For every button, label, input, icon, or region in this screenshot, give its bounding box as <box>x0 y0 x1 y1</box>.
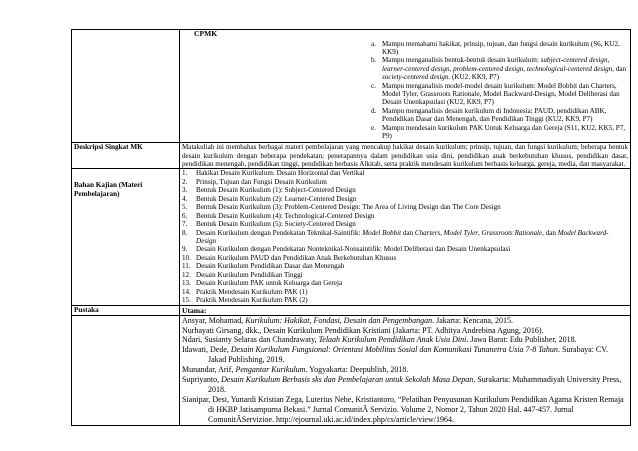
deskripsi-text: Matakuliah ini membahas berbagai materi pembelajaran yang mencakup hakikat desain kurikulum; prinsip, tujuan, dan fungsi kurikulum; beberapa bentuk desain kurikulum dengan beberapa pendekatan; penerapannya dalam pendidikan usia dini, pendidikan anak berkebutuhan khusus, pendidikan dasar, pendidikan menengah, pendidikan tinggi, pendidikan berbasis Alkitab, serta praktik mendesain kurikulum berbasis keluarga, gereja, media, dan masyarakat. <box>182 143 628 169</box>
bahan-num: 12. <box>182 270 191 279</box>
bahan-text: Desain Kurikulum dengan Pendekatan Nonteknikal-Nonsaintifik: Model Deliberasi dan Desain Unenkapsulasi <box>196 245 511 254</box>
bahan-num: 14. <box>182 287 191 296</box>
cpmk-item <box>371 107 628 124</box>
ref-title: Desain Kurikulum Berbasis sks dan Pembelajaran untuk Sekolah Masa Depan <box>221 375 474 385</box>
ref-text: Sianipar, Desi, Yunardi Kristian Zega, Luterius Nehe, Kristiantoro, “Pelatihan Penyusunan Kurikulum Pendidikan Agama Kristen Remaja di HKBP Jatisampurna Bekasi.” Jurnal ComunitÃ Servizio. Volume 2, Nomor 2, Tahun 2020 Hal. 447-457. Jurnal ComunitÃServizioe. http://ejournal.uki.ac.id/index.php/cs/article/view/1964. <box>182 394 624 424</box>
reference-item <box>182 395 628 425</box>
reference-list <box>182 316 628 425</box>
cpmk-marker: d. <box>371 106 377 115</box>
bahan-num: 10. <box>182 253 191 262</box>
cpmk-list <box>182 40 628 141</box>
reference-item <box>182 335 628 345</box>
ref-text: . Yogyakarta: Deepublish, 2018. <box>305 365 409 375</box>
pustaka-header-row <box>72 305 631 315</box>
ref-title: Telaah Kurikulum Pendidikan Anak Usia Dini <box>318 335 467 345</box>
ref-text: Supriyanto, <box>182 375 222 385</box>
bahan-num: 4. <box>182 194 188 203</box>
cpmk-header: CPMK <box>194 29 218 38</box>
reference-item <box>182 365 628 375</box>
cpmk-marker: e. <box>371 123 376 132</box>
bahan-text: Praktik Mendesain Kurikulum PAK (1) <box>196 287 308 296</box>
bahan-text: Hakikat Desain Kurikulum: Desain Horizontal dan Vertikal <box>196 169 365 178</box>
bahan-text: , <box>477 228 482 237</box>
bahan-num: 8. <box>182 228 188 237</box>
bahan-text: Desain Kurikulum PAUD dan Pendidikan Anak Berkebutuhan Khusus <box>196 253 397 262</box>
cpmk-text: Mampu menganalisis model-model desain kurikulum: Model Bobbit dan Charters, Model Tyler, Grassroots Rationale, Model Backward-Design, Model Deliberasi dan Desain Unenkapsulasi (KU2, KK9, P7) <box>382 81 620 107</box>
cpmk-text: Mampu menganalisis bentuk-bentuk desain kurikulum: <box>382 56 541 65</box>
pustaka-refs-row <box>72 315 631 425</box>
bahan-num: 3. <box>182 186 188 195</box>
cpmk-item <box>371 124 628 141</box>
bahan-num: 11. <box>182 262 191 271</box>
cpmk-text: dan <box>614 64 627 73</box>
ref-title: Kurikulum: Hakikat, Fondasi, Desain dan Pengembangan <box>245 315 433 325</box>
ref-text: . Jawa Barat: Edu Publisher, 2018. <box>466 335 577 345</box>
bahan-text: Prinsip, Tujuan dan Fungsi Desain Kurikulum <box>196 177 327 186</box>
bahan-num: 9. <box>182 245 188 254</box>
ref-title: Pengantar Kurikulum <box>235 365 306 375</box>
pustaka-refs-cell <box>180 315 631 425</box>
bahan-num: 2. <box>182 177 188 186</box>
cpmk-cell <box>180 30 631 143</box>
ref-text: . Surakarta: Muhammadiyah University Press, 2018. <box>208 375 622 394</box>
reference-item <box>182 375 628 395</box>
bahan-list <box>182 169 628 304</box>
cpmk-text: Mampu memahami hakikat, prinsip, tujuan, dan fungsi desain kurikulum (S6, KU2, KK9) <box>382 39 620 56</box>
bahan-num: 7. <box>182 220 188 229</box>
cpmk-text: Mampu mendesain kurikulum PAK Untuk Keluarga dan Gereja (S11, KU2, KK5, P7, P9) <box>382 123 626 141</box>
bahan-item <box>182 296 628 304</box>
cpmk-item <box>371 56 628 81</box>
deskripsi-cell <box>180 143 631 169</box>
deskripsi-row <box>72 143 631 169</box>
cpmk-marker: a. <box>371 39 376 48</box>
bahan-text: Bentuk Desain Kurikulum (3): Problem-Centered Design: The Area of Living Design dan The Core Design <box>196 203 501 212</box>
ref-text: Munandar, Arif, <box>182 365 236 375</box>
bahan-item <box>182 212 628 220</box>
bahan-item <box>182 271 628 279</box>
bahan-item <box>182 178 628 186</box>
bahan-italic: Model Bobbit <box>362 228 402 237</box>
ref-text: . Surabaya: CV. Jakad Publishing, 2019. <box>208 345 609 365</box>
bahan-num: 5. <box>182 203 188 212</box>
bahan-label-text: Bahan Kajian (Materi Pembelajaran) <box>74 181 143 198</box>
ref-title: Desain Kurikulum Fungsional: Orientasi Mobilitas Sosial dan Komunikasi Tunanetra Usia 7-8 Tahun <box>230 345 558 355</box>
pustaka-utama-cell <box>180 305 631 315</box>
bahan-text: dan <box>401 228 415 237</box>
cpmk-text: Mampu menganalisis desain kurikulum di Indonesia: PAUD, pendidikan ABK, Pendidikan Dasar dan Menengah, dan Pendidikan Tinggi (KU2, KK9, P7) <box>382 106 607 124</box>
bahan-italic: Charters <box>414 228 441 237</box>
bahan-text: Desain Kurikulum Pendidikan Tinggi <box>196 270 303 279</box>
bahan-cell <box>180 169 631 305</box>
bahan-text: Praktik Mendesain Kurikulum PAK (2) <box>196 296 308 305</box>
pustaka-empty-cell <box>72 315 180 425</box>
ref-text: Ndari, Susianty Selaras dan Chandrawaty, <box>182 335 319 345</box>
reference-item <box>182 316 628 326</box>
bahan-item <box>182 245 628 253</box>
bahan-item <box>182 169 628 177</box>
bahan-text: Bentuk Desain Kurikulum (4): Technological-Centered Design <box>196 211 375 220</box>
ref-text: Idawati, Dede, <box>182 345 231 355</box>
bahan-text: Bentuk Desain Kurikulum (2): Learner-Centered Design <box>196 194 357 203</box>
bahan-italic: Model Backward-Design <box>196 228 609 245</box>
bahan-text: Desain Kurikulum dengan Pendekatan Teknikal-Saintifik: <box>196 228 363 237</box>
bahan-item <box>182 220 628 228</box>
bahan-text: Bentuk Desain Kurikulum (1): Subject-Centered Design <box>196 186 356 195</box>
bahan-item <box>182 203 628 211</box>
bahan-item <box>182 279 628 287</box>
bahan-text: , dan <box>542 228 558 237</box>
bahan-text: , <box>440 228 444 237</box>
cpmk-text-italic: society-centered design. <box>382 73 451 82</box>
bahan-text: Desain Kurikulum Pendidikan Dasar dan Menengah <box>196 262 345 271</box>
bahan-italic: Model Tyler <box>443 228 478 237</box>
bahan-item <box>182 195 628 203</box>
bahan-text: Bentuk Desain Kurikulum (5): Society-Centered Design <box>196 220 356 229</box>
bahan-num: 15. <box>182 296 191 305</box>
bahan-item <box>182 262 628 270</box>
cpmk-item <box>371 82 628 107</box>
cpmk-item <box>371 40 628 57</box>
pustaka-utama: Utama: <box>182 305 207 315</box>
cpmk-label-cell <box>72 30 180 143</box>
bahan-item <box>182 186 628 194</box>
cpmk-marker: b. <box>371 56 377 65</box>
cpmk-text-italic: subject-centered design, learner-centered design, problem-centered design, technological-centered design, <box>382 56 615 73</box>
deskripsi-label: Deskripsi Singkat MK <box>72 143 180 169</box>
ref-text: Ansyar, Mohamad, <box>182 315 246 325</box>
reference-item <box>182 326 628 336</box>
bahan-row <box>72 169 631 305</box>
cpmk-row <box>72 30 631 143</box>
bahan-item <box>182 229 628 246</box>
ref-text: . Jakarta: Kencana, 2015. <box>432 315 513 325</box>
ref-text: Nurhayati Girsang, dkk., Desain Kurikulum Pendidikan Kristiani (Jakarta: PT. Adhitya Andrebina Agung, 2016). <box>182 325 544 335</box>
cpmk-text: (KU2, KK9, P7) <box>450 73 499 82</box>
bahan-label <box>72 169 180 305</box>
bahan-item <box>182 254 628 262</box>
bahan-item <box>182 288 628 296</box>
bahan-num: 1. <box>182 169 188 178</box>
bahan-italic: Grassroots Rationale <box>481 228 543 237</box>
pustaka-label: Pustaka <box>72 305 180 315</box>
bahan-num: 13. <box>182 279 191 288</box>
reference-item <box>182 345 628 365</box>
course-plan-table <box>71 29 631 426</box>
bahan-text: Desain Kurikulum PAK untuk Keluarga dan Gereja <box>196 279 343 288</box>
cpmk-marker: c. <box>371 81 376 90</box>
bahan-num: 6. <box>182 211 188 220</box>
